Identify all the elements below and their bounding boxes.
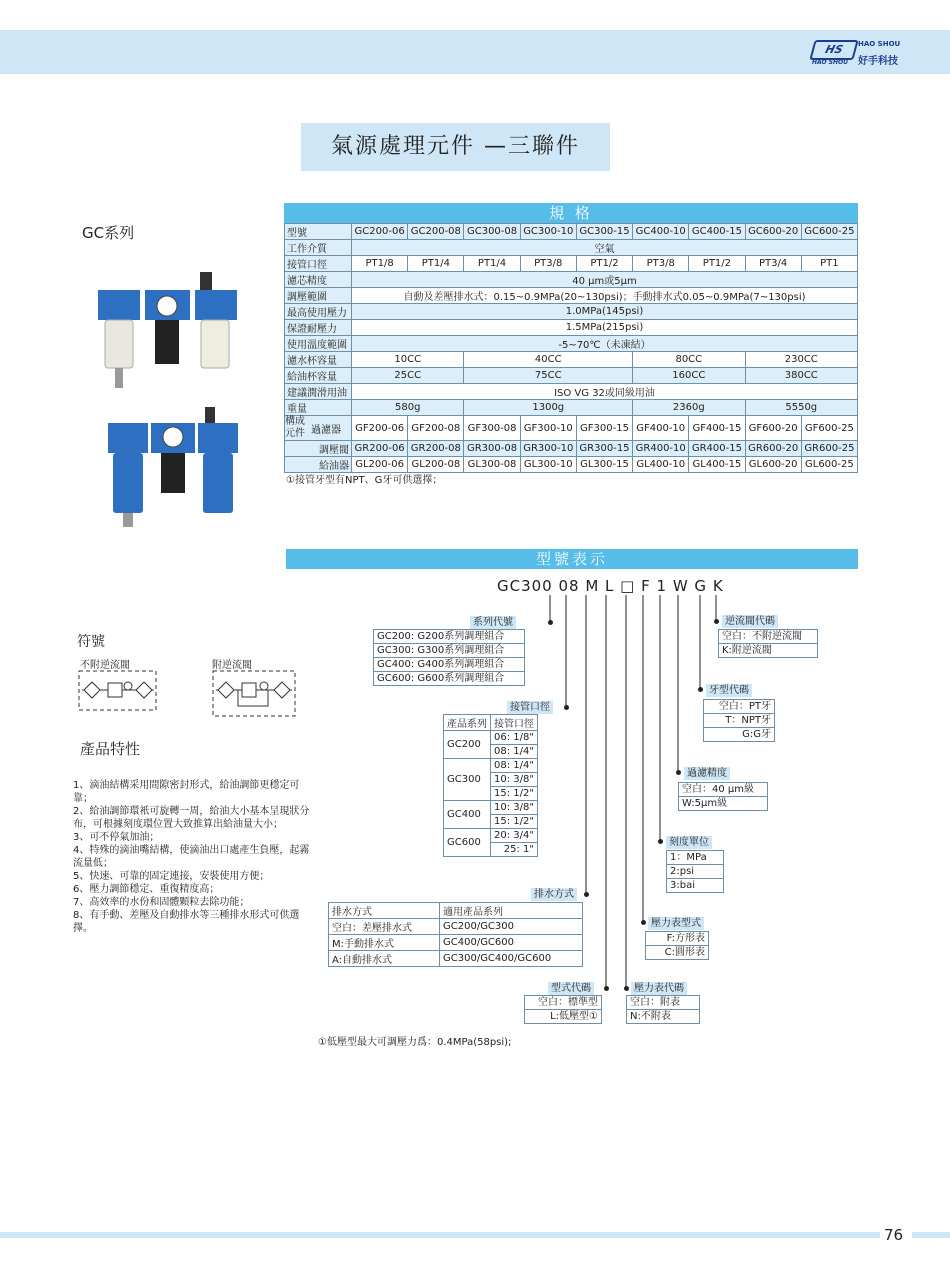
feature-item: 1、滴油結構采用間隙密封形式，給油調節更穩定可靠； [73, 780, 300, 804]
gauge-code-label: 壓力表代碼 [631, 982, 687, 995]
spec-cell: GC400-15 [689, 224, 745, 240]
logo-mark: HS [809, 40, 858, 60]
gauge-type-box [645, 931, 709, 960]
footer-band [0, 1232, 880, 1238]
unit-dot [658, 839, 663, 844]
feature-item: 5、快速、可靠的固定連接，安裝使用方便； [73, 871, 270, 882]
spec-cell: 25CC [352, 368, 464, 384]
spec-cell: GR200-08 [408, 441, 464, 457]
gauge-code-dot [624, 986, 629, 991]
thread-code-item: 空白：PT牙 [704, 700, 774, 714]
spec-cell: PT3/8 [520, 256, 576, 272]
gauge-code-box [626, 995, 700, 1024]
drain-head: 排水方式 [329, 903, 440, 919]
spec-cell: PT3/4 [745, 256, 801, 272]
spec-cell: GF400-15 [689, 416, 745, 441]
port-size-table [443, 714, 538, 857]
port-row: 06: 1/8" [491, 731, 538, 745]
spec-label: 使用溫度範圍 [285, 336, 352, 352]
filter-precision-item: 空白：40 μm級 [679, 783, 767, 797]
thread-code-box [703, 699, 775, 742]
gauge-code-item: 空白：附表 [627, 996, 699, 1010]
port-row: 10: 3/8" [491, 801, 538, 815]
drain-type-dot [584, 892, 589, 897]
spec-cell: GF400-10 [633, 416, 689, 441]
type-code-dot [604, 986, 609, 991]
spec-cell: 80CC [633, 352, 745, 368]
spec-cell: GR300-15 [576, 441, 632, 457]
drain-cell: M:手動排水式 [329, 935, 440, 951]
logo-cn: 好手科技 [858, 56, 898, 67]
spec-label: 濾芯精度 [285, 272, 352, 288]
unit-box [666, 850, 724, 893]
gauge-type-item: C:圓形表 [664, 947, 705, 958]
filter-precision-dot [676, 770, 681, 775]
port-size-label: 接管口徑 [507, 701, 553, 714]
series-code-item: GC200: G200系列調理組合 [374, 630, 524, 644]
spec-cell: GL400-15 [689, 457, 745, 473]
port-row: 15: 1/2" [491, 787, 538, 801]
spec-label: 建議潤滑用油 [285, 384, 352, 400]
spec-cell: GL600-25 [801, 457, 857, 473]
spec-cell: GR600-20 [745, 441, 801, 457]
spec-label: 保證耐壓力 [285, 320, 352, 336]
type-code-item: L:低壓型① [550, 1011, 598, 1022]
spec-cell: GC300-15 [576, 224, 632, 240]
port-row: 25: 1" [491, 843, 538, 857]
spec-cell: PT1 [801, 256, 857, 272]
spec-header: 規 格 [284, 203, 858, 223]
unit-item: 3:bai [670, 880, 695, 891]
drain-cell: GC300/GC400/GC600 [440, 951, 583, 967]
series-label: GC系列 [82, 224, 135, 242]
spec-cell: GC200-06 [352, 224, 408, 240]
port-row: 08: 1/4" [491, 745, 538, 759]
gauge-type-item: F:方形表 [646, 932, 708, 946]
spec-cell: GF600-20 [745, 416, 801, 441]
feature-item: 8、有手動、差壓及自動排水等三種排水形式可供選擇。 [73, 910, 300, 934]
spec-cell: GL200-08 [408, 457, 464, 473]
spec-label: 重量 [285, 400, 352, 416]
feature-item: 6、壓力調節穩定、重復精度高； [73, 884, 220, 895]
spec-cell: GC200-08 [408, 224, 464, 240]
check-valve-dot [714, 619, 719, 624]
model-note: ①低壓型最大可調壓力爲：0.4MPa(58psi); [318, 1037, 512, 1048]
spec-cell: PT3/8 [633, 256, 689, 272]
spec-cell: GC400-10 [633, 224, 689, 240]
spec-label: 調壓閥 [285, 441, 352, 457]
spec-cell: 40 μm或5μm [352, 272, 858, 288]
spec-label: 濾水杯容量 [285, 352, 352, 368]
spec-label: 給油杯容量 [285, 368, 352, 384]
drain-type-table [328, 902, 583, 967]
spec-label: 工作介質 [285, 240, 352, 256]
spec-cell: GF300-08 [464, 416, 520, 441]
symbols-title: 符號 [77, 634, 105, 650]
port-row: 20: 3/4" [491, 829, 538, 843]
series-code-dot [548, 620, 553, 625]
spec-sub-label: 過濾器 [311, 424, 341, 436]
thread-code-dot [698, 687, 703, 692]
unit-item: 2:psi [667, 865, 723, 879]
spec-cell: PT1/8 [352, 256, 408, 272]
series-code-box [373, 629, 525, 686]
check-valve-item: K:附逆流閥 [722, 645, 772, 656]
spec-label: 型號 [285, 224, 352, 240]
spec-cell: 580g [352, 400, 464, 416]
spec-cell: GF200-06 [352, 416, 408, 441]
type-code-label: 型式代碼 [548, 982, 594, 995]
spec-cell: 5550g [745, 400, 857, 416]
spec-cell: 1.5MPa(215psi) [352, 320, 858, 336]
port-size-head: 產品系列 [444, 715, 491, 731]
drain-head: 適用產品系列 [440, 903, 583, 919]
spec-cell: GL200-06 [352, 457, 408, 473]
spec-cell: GF600-25 [801, 416, 857, 441]
spec-cell: GL300-08 [464, 457, 520, 473]
spec-cell: GR300-10 [520, 441, 576, 457]
spec-cell: GL400-10 [633, 457, 689, 473]
gauge-code-item: N:不附表 [630, 1011, 671, 1022]
page-number: 76 [884, 1226, 904, 1244]
spec-cell: 40CC [464, 352, 633, 368]
spec-comp-label: 構成元件 [285, 416, 305, 439]
drain-cell: 空白：差壓排水式 [329, 919, 440, 935]
thread-code-item: T：NPT牙 [704, 714, 774, 728]
spec-label: 最高使用壓力 [285, 304, 352, 320]
drain-cell: A:自動排水式 [329, 951, 440, 967]
spec-cell: GL300-10 [520, 457, 576, 473]
spec-cell: PT1/4 [408, 256, 464, 272]
logo-sub: HAO SHOU [812, 59, 848, 66]
check-valve-box [718, 629, 818, 658]
filter-precision-label: 過濾精度 [684, 767, 730, 780]
spec-cell: GR200-06 [352, 441, 408, 457]
series-code-item: GC400: G400系列調理組合 [374, 658, 524, 672]
spec-cell: 10CC [352, 352, 464, 368]
features-title: 產品特性 [80, 740, 141, 758]
type-code-box [524, 995, 602, 1024]
page-title: 氣源處理元件 —三聯件 [301, 123, 610, 171]
spec-note: ①接管牙型有NPT、G牙可供選擇； [286, 475, 443, 486]
spec-label: 接管口徑 [285, 256, 352, 272]
series-code-item: GC300: G300系列調理組合 [374, 644, 524, 658]
port-series: GC200 [444, 731, 491, 759]
spec-cell: GC600-25 [801, 224, 857, 240]
spec-cell: 380CC [745, 368, 857, 384]
drain-cell: GC200/GC300 [440, 919, 583, 935]
symbol-caption-with-check: 附逆流閥 [212, 660, 252, 671]
port-series: GC400 [444, 801, 491, 829]
drain-cell: GC400/GC600 [440, 935, 583, 951]
spec-cell: ISO VG 32或同級用油 [352, 384, 858, 400]
spec-cell: GL300-15 [576, 457, 632, 473]
port-series: GC300 [444, 759, 491, 801]
spec-cell: GC300-10 [520, 224, 576, 240]
filter-precision-item: W:5μm級 [682, 798, 728, 809]
spec-cell: 1.0MPa(145psi) [352, 304, 858, 320]
spec-cell: GF300-10 [520, 416, 576, 441]
unit-label: 刻度單位 [666, 836, 712, 849]
spec-cell: 空氣 [352, 240, 858, 256]
spec-cell: 自動及差壓排水式：0.15~0.9MPa(20~130psi)；手動排水式0.05~0.9MPa(7~130psi) [352, 288, 858, 304]
port-size-head: 接管口徑 [491, 715, 538, 731]
spec-cell: GC600-20 [745, 224, 801, 240]
spec-cell: GR600-25 [801, 441, 857, 457]
spec-cell: GR300-08 [464, 441, 520, 457]
port-row: 10: 3/8" [491, 773, 538, 787]
drain-type-label: 排水方式 [531, 888, 577, 901]
spec-cell: GR400-15 [689, 441, 745, 457]
spec-cell: 160CC [633, 368, 745, 384]
feature-item: 7、高效率的水份和固體顆粒去除功能； [73, 897, 250, 908]
spec-cell: 1300g [464, 400, 633, 416]
spec-cell: 75CC [464, 368, 633, 384]
unit-item: 1：MPa [667, 851, 723, 865]
spec-cell: GR400-10 [633, 441, 689, 457]
thread-code-item: G:G牙 [742, 729, 771, 740]
type-code-item: 空白：標準型 [525, 996, 601, 1010]
spec-label: 給油器 [285, 457, 352, 473]
feature-item: 3、可不停氣加油； [73, 832, 160, 843]
series-code-label: 系列代號 [470, 616, 516, 629]
spec-cell: GC300-08 [464, 224, 520, 240]
feature-item: 4、特殊的滴油嘴結構，使滴油出口處產生負壓，起霧流量低； [73, 845, 310, 869]
spec-cell: PT1/4 [464, 256, 520, 272]
symbol-caption-no-check: 不附逆流閥 [80, 660, 130, 671]
thread-code-label: 牙型代碼 [706, 684, 752, 697]
series-code-item: GC600: G600系列調理組合 [377, 673, 505, 684]
spec-cell: 2360g [633, 400, 745, 416]
filter-precision-box [678, 782, 768, 811]
gauge-type-label: 壓力表型式 [648, 917, 704, 930]
model-header: 型號表示 [286, 549, 858, 569]
spec-cell: 230CC [745, 352, 857, 368]
spec-cell: GF300-15 [576, 416, 632, 441]
port-row: 08: 1/4" [491, 759, 538, 773]
feature-item: 2、給油調節環衹可旋轉一周，給油大小基本呈現狀分布，可根據刻度環位置大致推算出給油量大小； [73, 806, 310, 830]
port-size-dot [564, 705, 569, 710]
port-series: GC600 [444, 829, 491, 857]
spec-cell: PT1/2 [689, 256, 745, 272]
check-valve-label: 逆流閥代碼 [722, 615, 778, 628]
spec-label: 調壓範圍 [285, 288, 352, 304]
port-row: 15: 1/2" [491, 815, 538, 829]
spec-cell: -5~70℃（未凍結） [352, 336, 858, 352]
gauge-type-dot [641, 920, 646, 925]
spec-cell: GL600-20 [745, 457, 801, 473]
spec-cell: PT1/2 [576, 256, 632, 272]
footer-band-right [912, 1232, 950, 1238]
model-code: GC300 08 M L □ F 1 W G K [497, 577, 724, 595]
check-valve-item: 空白：不附逆流閥 [719, 630, 817, 644]
spec-cell: GF200-08 [408, 416, 464, 441]
logo-en: HAO SHOU [858, 40, 901, 48]
